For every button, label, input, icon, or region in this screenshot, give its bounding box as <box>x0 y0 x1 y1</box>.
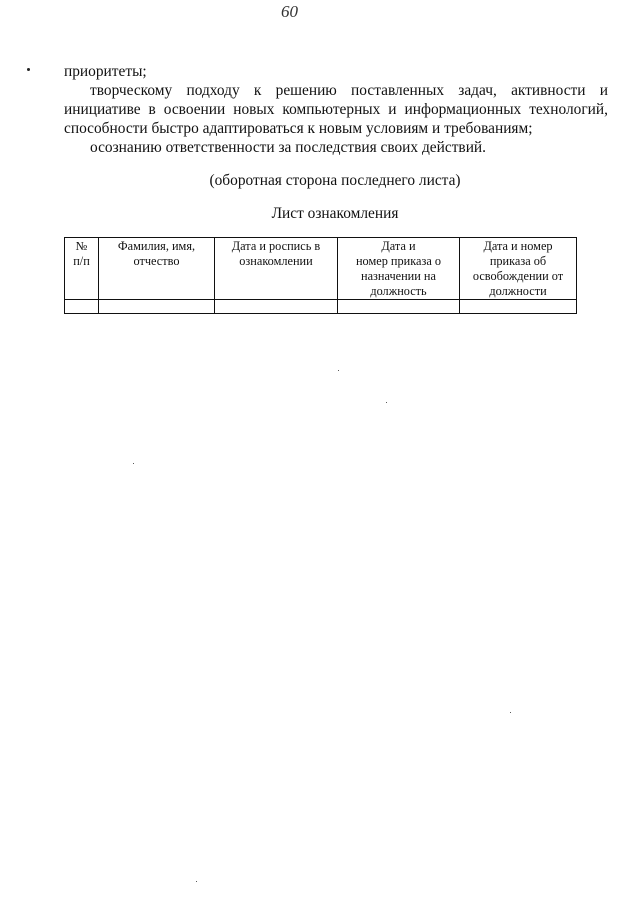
line-priorities: приоритеты; <box>64 63 147 80</box>
header-date-signature <box>215 238 338 300</box>
header-line: освобождении от <box>472 269 564 283</box>
table-cell <box>460 300 577 314</box>
header-line: отчество <box>133 254 180 268</box>
acknowledgement-table <box>64 237 577 314</box>
scan-speck <box>386 402 387 403</box>
para-creative-line-3: способности быстро адаптироваться к новым условиям и требованиям; <box>64 120 533 137</box>
para-creative-line-2: инициативе в освоении новых компьютерных и информационных технологий, <box>64 101 608 118</box>
table-cell <box>215 300 338 314</box>
scan-speck <box>196 881 197 882</box>
table-cell <box>338 300 460 314</box>
sheet-title: Лист ознакомления <box>271 205 399 222</box>
header-line: Дата и роспись в <box>231 239 321 253</box>
header-line: № <box>75 239 88 253</box>
header-line: п/п <box>73 254 90 268</box>
scan-speck <box>27 68 30 71</box>
para-awareness: осознанию ответственности за последствия своих действий. <box>90 139 487 156</box>
table-header-row <box>65 238 577 300</box>
header-line: должности <box>489 284 547 298</box>
header-line: назначении на <box>361 269 436 283</box>
header-line: Фамилия, имя, <box>117 239 196 253</box>
header-appointment-order <box>338 238 460 300</box>
header-line: должность <box>370 284 427 298</box>
header-line: приказа об <box>489 254 547 268</box>
scan-speck <box>510 712 511 713</box>
header-line: номер приказа о <box>355 254 442 268</box>
scan-speck <box>133 463 134 464</box>
table-cell <box>65 300 99 314</box>
header-line: Дата и номер <box>483 239 553 253</box>
header-dismissal-order <box>460 238 577 300</box>
page-number: 60 <box>281 2 298 21</box>
body-text <box>64 62 608 157</box>
para-creative-line-1: творческому подходу к решению поставленных задач, активности и <box>90 82 608 99</box>
header-full-name <box>99 238 215 300</box>
table-cell <box>99 300 215 314</box>
scan-speck <box>338 370 339 371</box>
header-line: Дата и <box>381 239 416 253</box>
header-line: ознакомлении <box>239 254 313 268</box>
reverse-side-note: (оборотная сторона последнего листа) <box>209 172 461 189</box>
header-number <box>65 238 99 300</box>
table-row <box>65 300 577 314</box>
